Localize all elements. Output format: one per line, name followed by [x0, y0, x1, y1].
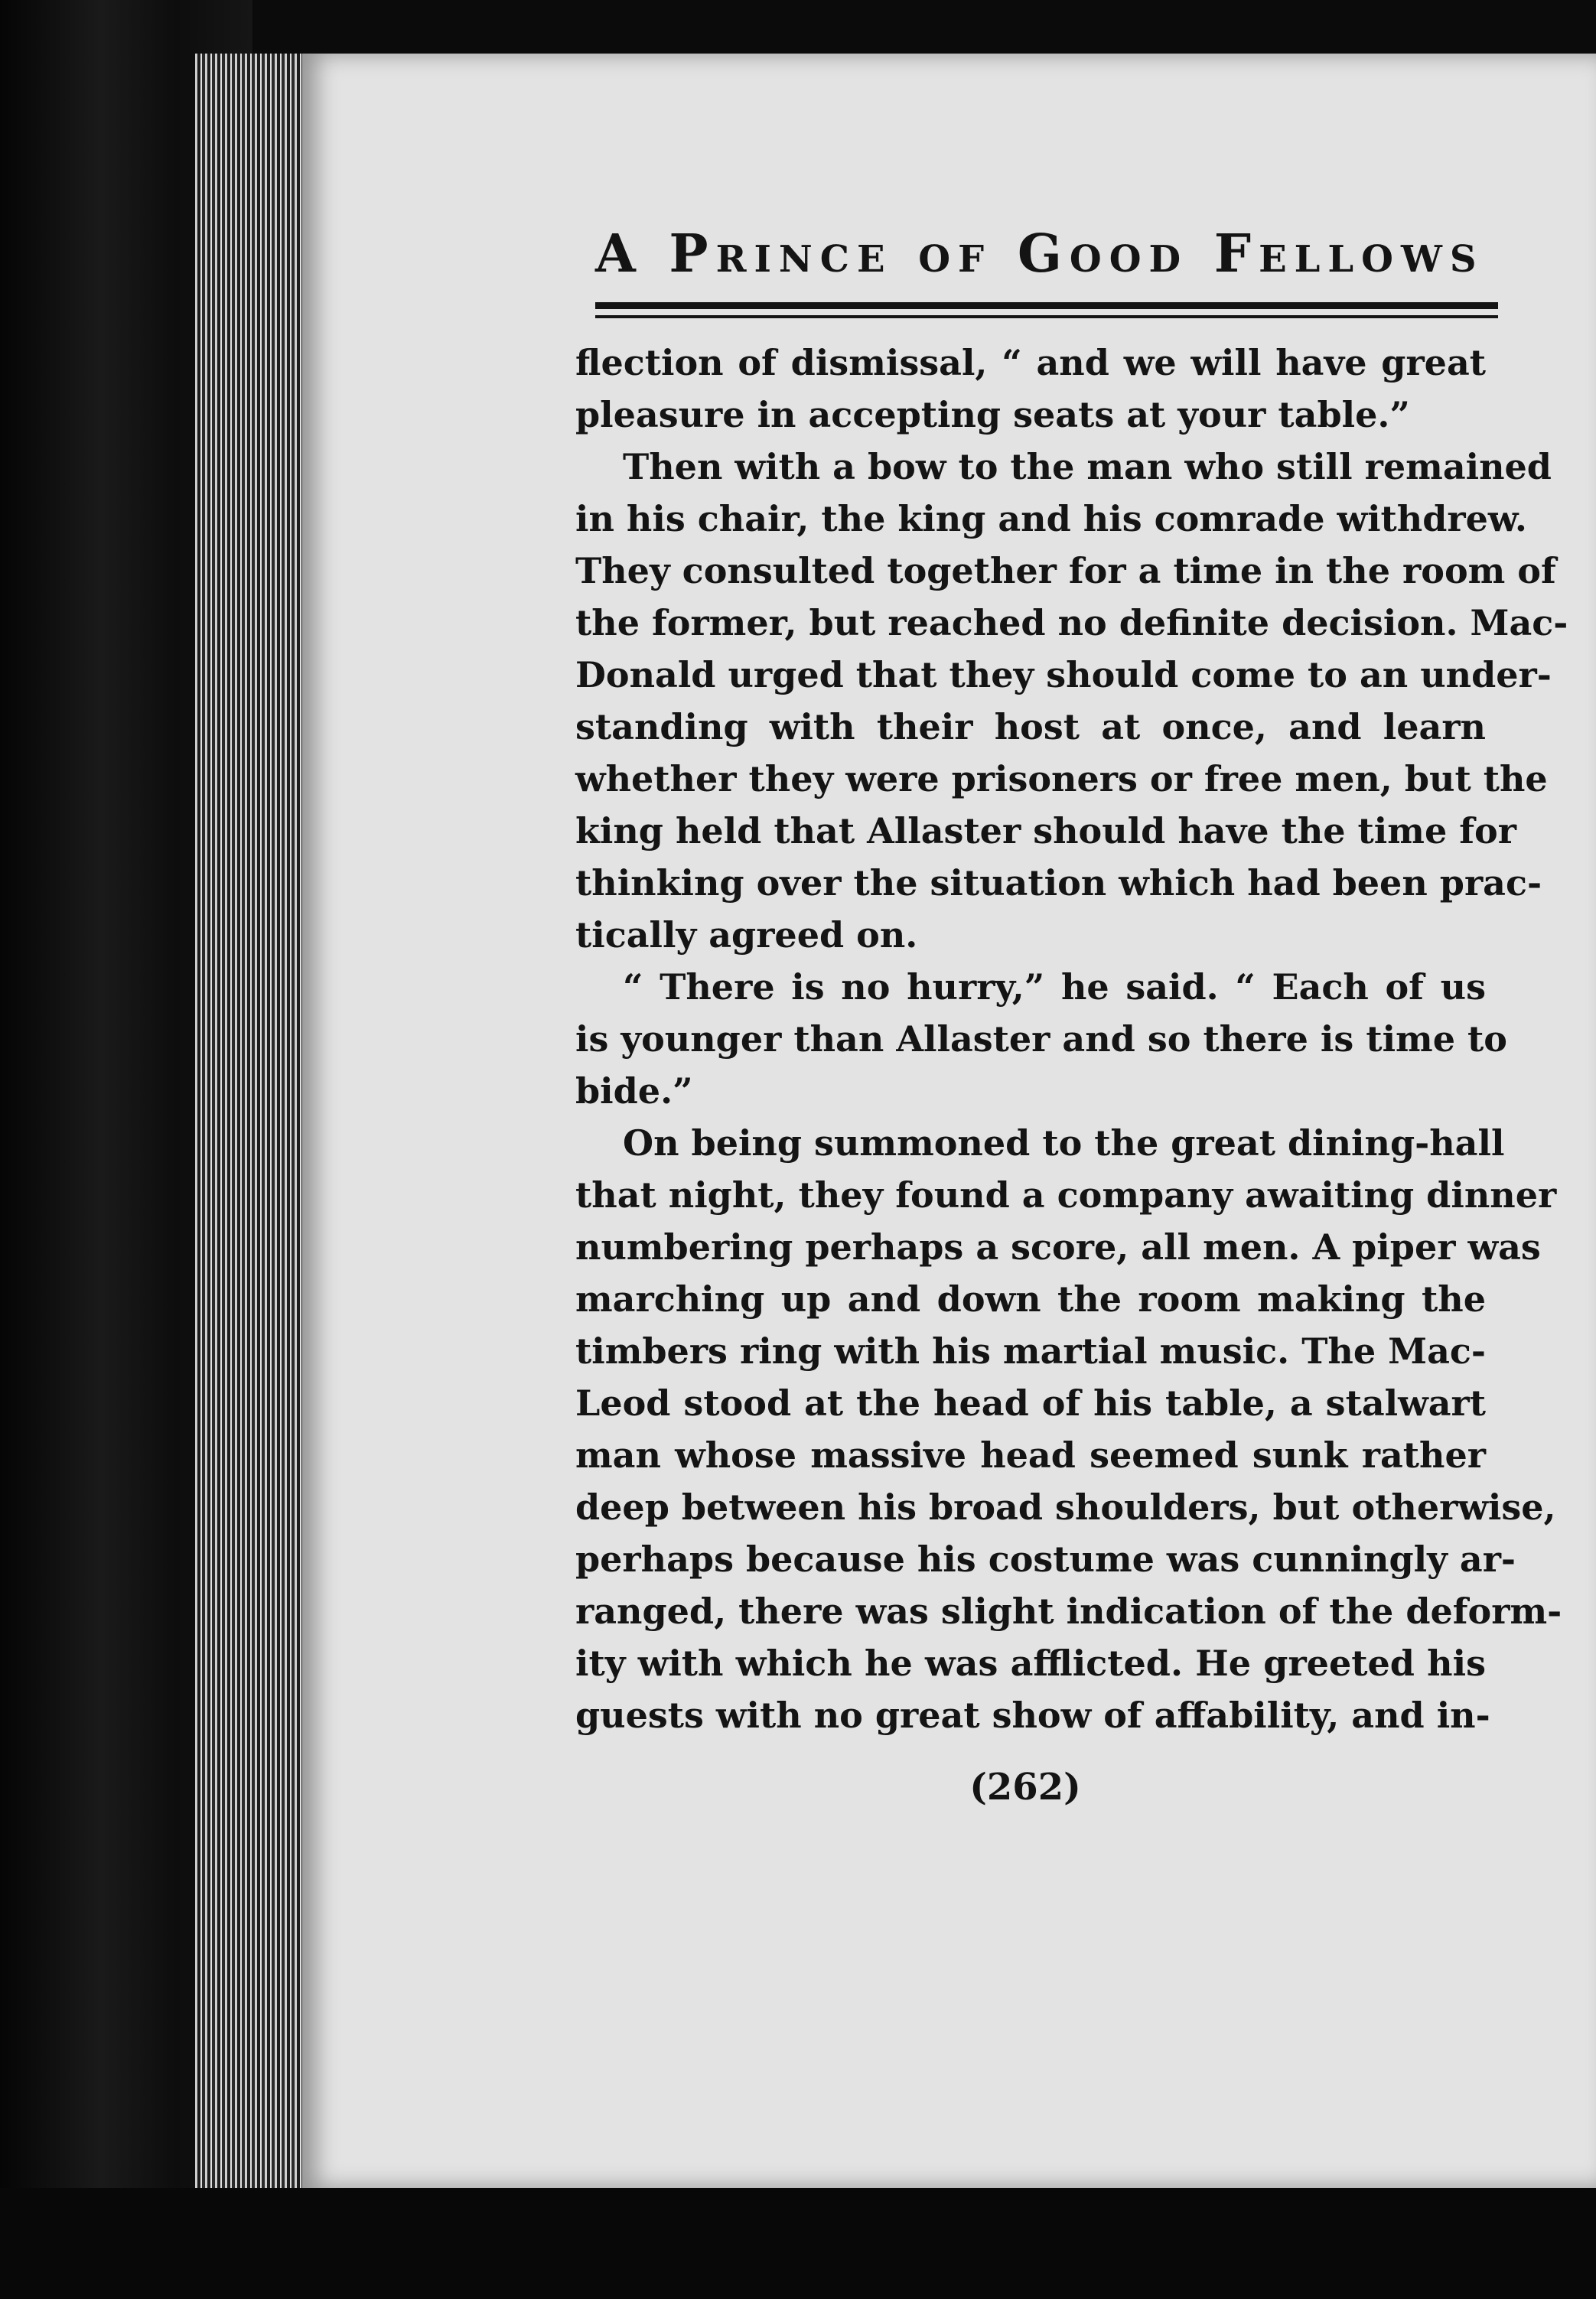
- text-line: Leod stood at the head of his table, a stalwart: [575, 1382, 1486, 1424]
- text-line: They consulted together for a time in the room of: [575, 550, 1556, 591]
- text-line: deep between his broad shoulders, but otherwise,: [575, 1487, 1556, 1528]
- scan-border-bottom: [0, 2188, 1596, 2299]
- text-line: man whose massive head seemed sunk rather: [575, 1434, 1486, 1476]
- text-line: numbering perhaps a score, all men. A piper was: [575, 1226, 1541, 1268]
- text-line: ranged, there was slight indication of the deform-: [575, 1591, 1562, 1632]
- running-head: A Prince of Good Fellows: [595, 223, 1484, 285]
- header-rule-thick: [595, 302, 1498, 309]
- text-line: perhaps because his costume was cunningly ar-: [575, 1539, 1516, 1580]
- text-line: is younger than Allaster and so there is time to: [575, 1018, 1507, 1060]
- text-line: bide.”: [575, 1070, 693, 1112]
- text-line: guests with no great show of affability, and in-: [575, 1695, 1490, 1736]
- text-line: king held that Allaster should have the time for: [575, 810, 1516, 852]
- text-line: “ There is no hurry,” he said. “ Each of us: [623, 966, 1486, 1008]
- text-line: Donald urged that they should come to an under-: [575, 654, 1552, 695]
- text-line: pleasure in accepting seats at your table.”: [575, 394, 1410, 435]
- header-rule-thin: [595, 315, 1498, 318]
- text-line: that night, they found a company awaiting dinner: [575, 1174, 1557, 1216]
- text-line: ity with which he was afflicted. He greeted his: [575, 1643, 1486, 1684]
- text-line: tically agreed on.: [575, 914, 918, 956]
- text-line: flection of dismissal, “ and we will have great: [575, 342, 1486, 383]
- text-line: timbers ring with his martial music. The Mac-: [575, 1330, 1486, 1372]
- text-line: marching up and down the room making the: [575, 1278, 1486, 1320]
- text-line: Then with a bow to the man who still remained: [623, 446, 1552, 487]
- body-text: [575, 337, 1568, 1741]
- text-line: thinking over the situation which had been prac-: [575, 862, 1542, 904]
- text-line: in his chair, the king and his comrade withdrew.: [575, 498, 1527, 539]
- text-line: standing with their host at once, and learn: [575, 706, 1486, 747]
- text-line: the former, but reached no definite decision. Mac-: [575, 602, 1568, 643]
- text-line: On being summoned to the great dining-hall: [623, 1122, 1505, 1164]
- text-line: whether they were prisoners or free men, but the: [575, 758, 1548, 799]
- page-number: (262): [969, 1766, 1081, 1809]
- page-edges: [195, 54, 310, 2188]
